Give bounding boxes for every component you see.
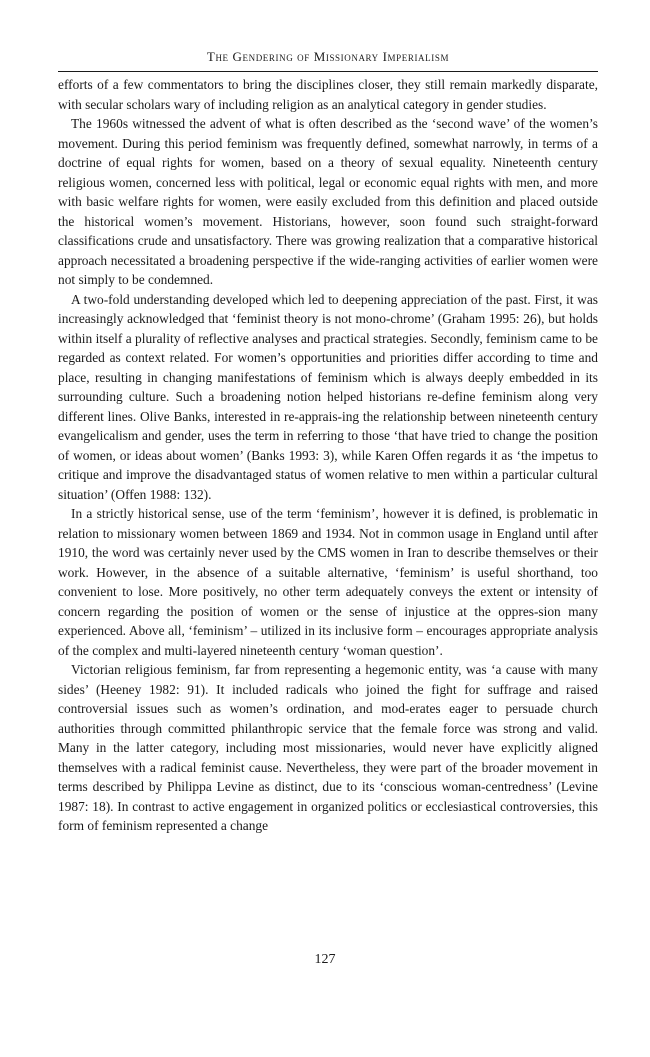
page-number: 127: [314, 952, 336, 967]
paragraph-historical-sense: In a strictly historical sense, use of the term ‘feminism’, however it is defined, is problematic in relation to missionary women between 1869 and 1934. Not in common usage in England until after 1910, the word was certainly never used by the CMS women in Iran to describe themselves or their work. However, in the absence of a suitable alternative, ‘feminism’ is useful shorthand, too convenient to lose. More positively, no other term adequately conveys the extent or intensity of concern regarding the position of women or the sense of injustice at the oppres-sion many experienced. Above all, ‘feminism’ – utilized in its inclusive form – encourages appropriate analysis of the complex and multi-layered nineteenth century ‘woman question’.: [58, 506, 598, 658]
book-page: [58, 48, 598, 836]
paragraph-two-fold-understanding: A two-fold understanding developed which led to deepening appreciation of the past. First, it was increasingly acknowledged that ‘feminist theory is not mono-chrome’ (Graham 1995: 26), but holds within itself a plurality of reflective analyses and practical strategies. Secondly, feminism came to be regarded as context related. For women’s opportunities and priorities differ according to time and place, resulting in changing manifestations of feminism which is always deeply embedded in its surrounding culture. Such a broadening notion helped historians re-define feminism along very different lines. Olive Banks, interested in re-apprais-ing the relationship between nineteenth century evangelicalism and gender, uses the term in referring to those ‘that have tried to change the position of women, or ideas about women’ (Banks 1993: 3), while Karen Offen regards it as ‘the impetus to critique and improve the disadvantaged status of women relative to men within a particular cultural situation’ (Offen 1988: 132).: [58, 291, 598, 502]
paragraph-continuation: efforts of a few commentators to bring the disciplines closer, they still remain markedly disparate, with secular scholars wary of including religion as an analytical category in gender studies.: [58, 77, 598, 112]
paragraph-second-wave: The 1960s witnessed the advent of what is often described as the ‘second wave’ of the women’s movement. During this period feminism was frequently defined, somewhat narrowly, in terms of a doctrine of equal rights for women, based on a theory of sexual equality. Nineteenth century religious women, concerned less with political, legal or economic equal rights with men, and more with basic welfare rights for women, were easily excluded from this definition and placed outside the historical women’s movement. Historians, however, soon found such straight-forward classifications crude and unsatisfactory. There was growing realization that a comparative historical approach necessitated a broadening perspective if the wide-ranging activities of earlier women were not simply to be condemned.: [58, 116, 598, 287]
paragraph-victorian-feminism: Victorian religious feminism, far from representing a hegemonic entity, was ‘a cause with many sides’ (Heeney 1982: 91). It included radicals who joined the fight for suffrage and raised controversial issues such as women’s ordination, and mod-erates eager to persuade church authorities through committed philanthropic service that the female force was strong and valid. Many in the latter category, including most missionaries, would never have explicitly aligned themselves with a radical feminist cause. Nevertheless, they were part of the broader movement in terms described by Philippa Levine as distinct, due to its ‘conscious woman-centredness’ (Levine 1987: 18). In contrast to active engagement in organized politics or ecclesiastical controversies, this form of feminism represented a change: [58, 662, 598, 833]
running-head: The Gendering of Missionary Imperialism: [58, 48, 598, 72]
body-text: [58, 75, 598, 836]
